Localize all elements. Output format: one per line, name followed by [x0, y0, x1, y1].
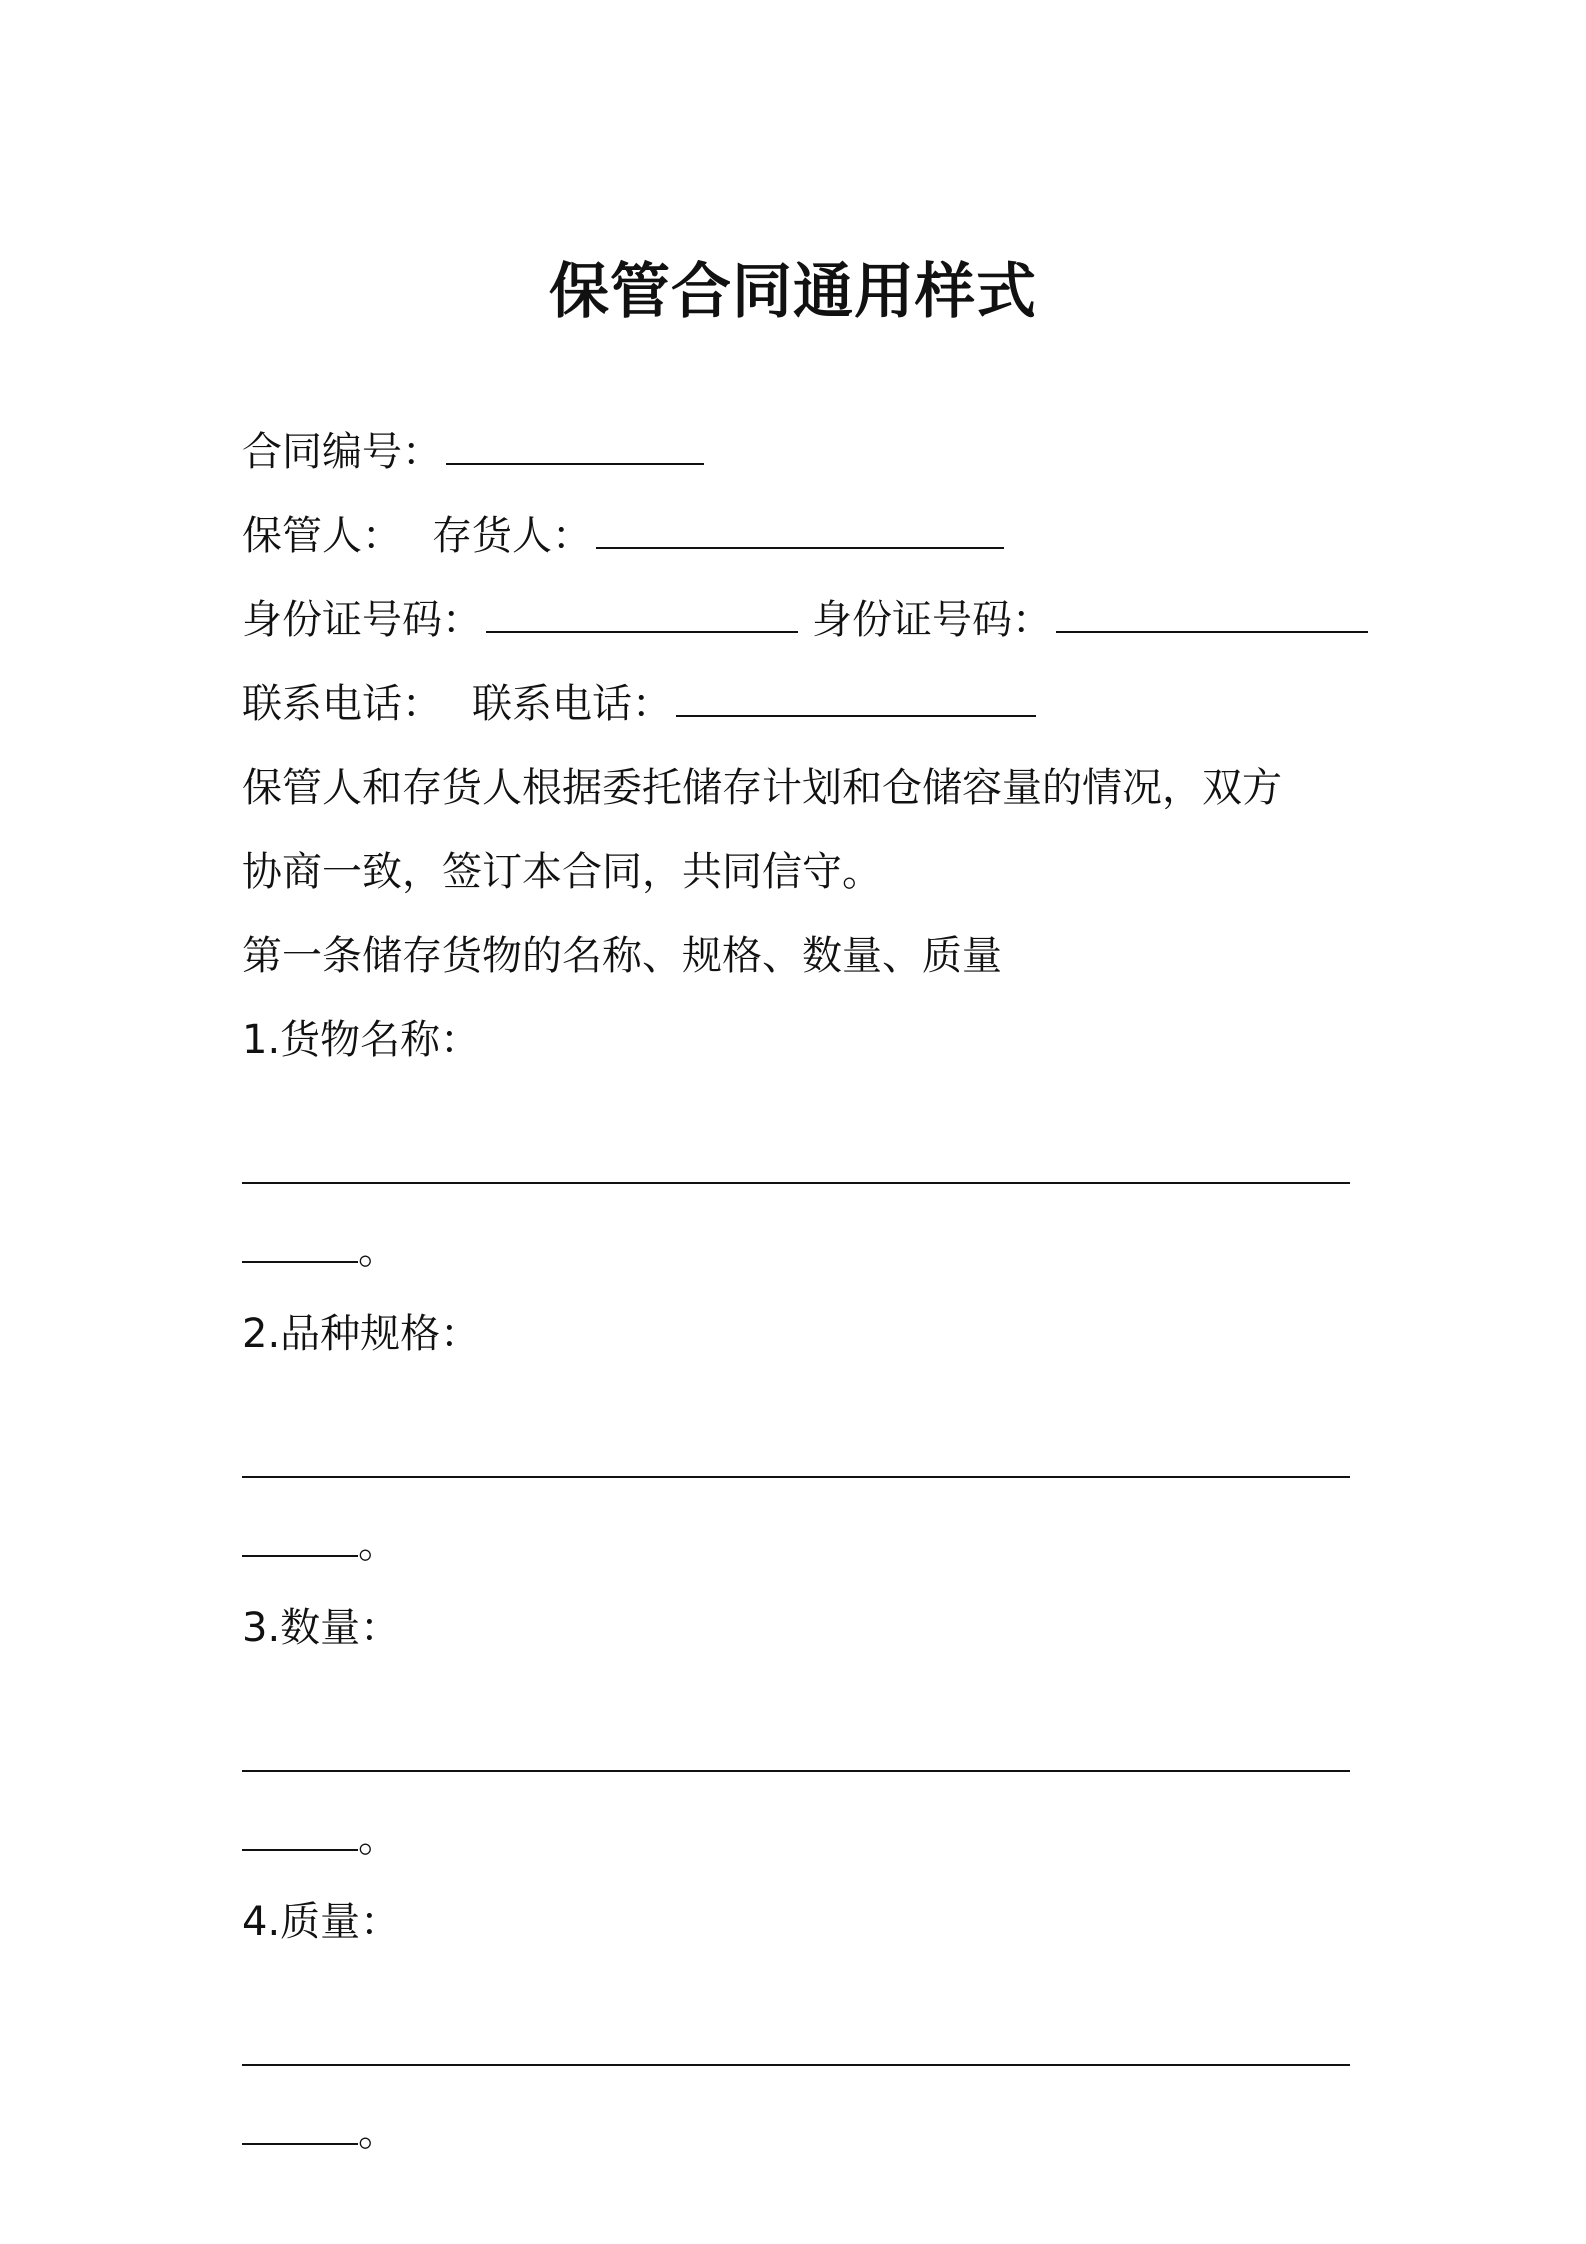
- quality-label: 4.质量：: [242, 1899, 401, 1945]
- article-1-heading: 第一条储存货物的名称、规格、数量、质量: [242, 933, 1002, 979]
- custodian-id-field[interactable]: [486, 587, 798, 633]
- quantity-field[interactable]: [242, 1670, 1354, 1796]
- intro-paragraph-line-2: 协商一致，签订本合同，共同信守。: [242, 849, 882, 895]
- depositor-id-label: 身份证号码：: [812, 597, 1052, 643]
- contract-number-field[interactable]: [446, 419, 704, 465]
- quantity-label: 3.数量：: [242, 1605, 401, 1651]
- quantity-field-end: 。: [242, 1796, 1354, 1880]
- custodian-label: 保管人：: [242, 513, 402, 559]
- goods-name-field[interactable]: [242, 1082, 1354, 1208]
- phone-line: [242, 662, 1354, 746]
- quality-field[interactable]: [242, 1964, 1354, 2090]
- depositor-phone-field[interactable]: [676, 671, 1036, 717]
- depositor-label: 存货人：: [432, 513, 592, 559]
- custodian-id-label: 身份证号码：: [242, 597, 482, 643]
- depositor-id-field[interactable]: [1056, 587, 1368, 633]
- depositor-phone-label: 联系电话：: [472, 681, 672, 727]
- goods-name-field-end: 。: [242, 1208, 1354, 1292]
- id-number-line: [242, 578, 1354, 662]
- variety-spec-field-end: 。: [242, 1502, 1354, 1586]
- variety-spec-field[interactable]: [242, 1376, 1354, 1502]
- goods-name-label: 1.货物名称：: [242, 1017, 481, 1063]
- variety-spec-label: 2.品种规格：: [242, 1311, 481, 1357]
- depositor-field[interactable]: [596, 503, 1004, 549]
- contract-number-line: [242, 410, 1354, 494]
- intro-paragraph-line-1: 保管人和存货人根据委托储存计划和仓储容量的情况，双方: [242, 765, 1282, 811]
- custodian-phone-label: 联系电话：: [242, 681, 442, 727]
- parties-line: [242, 494, 1354, 578]
- contract-number-label: 合同编号：: [242, 429, 442, 475]
- document-title: 保管合同通用样式: [549, 257, 1037, 327]
- document-body: [242, 410, 1354, 2174]
- quality-field-end: 。: [242, 2090, 1354, 2174]
